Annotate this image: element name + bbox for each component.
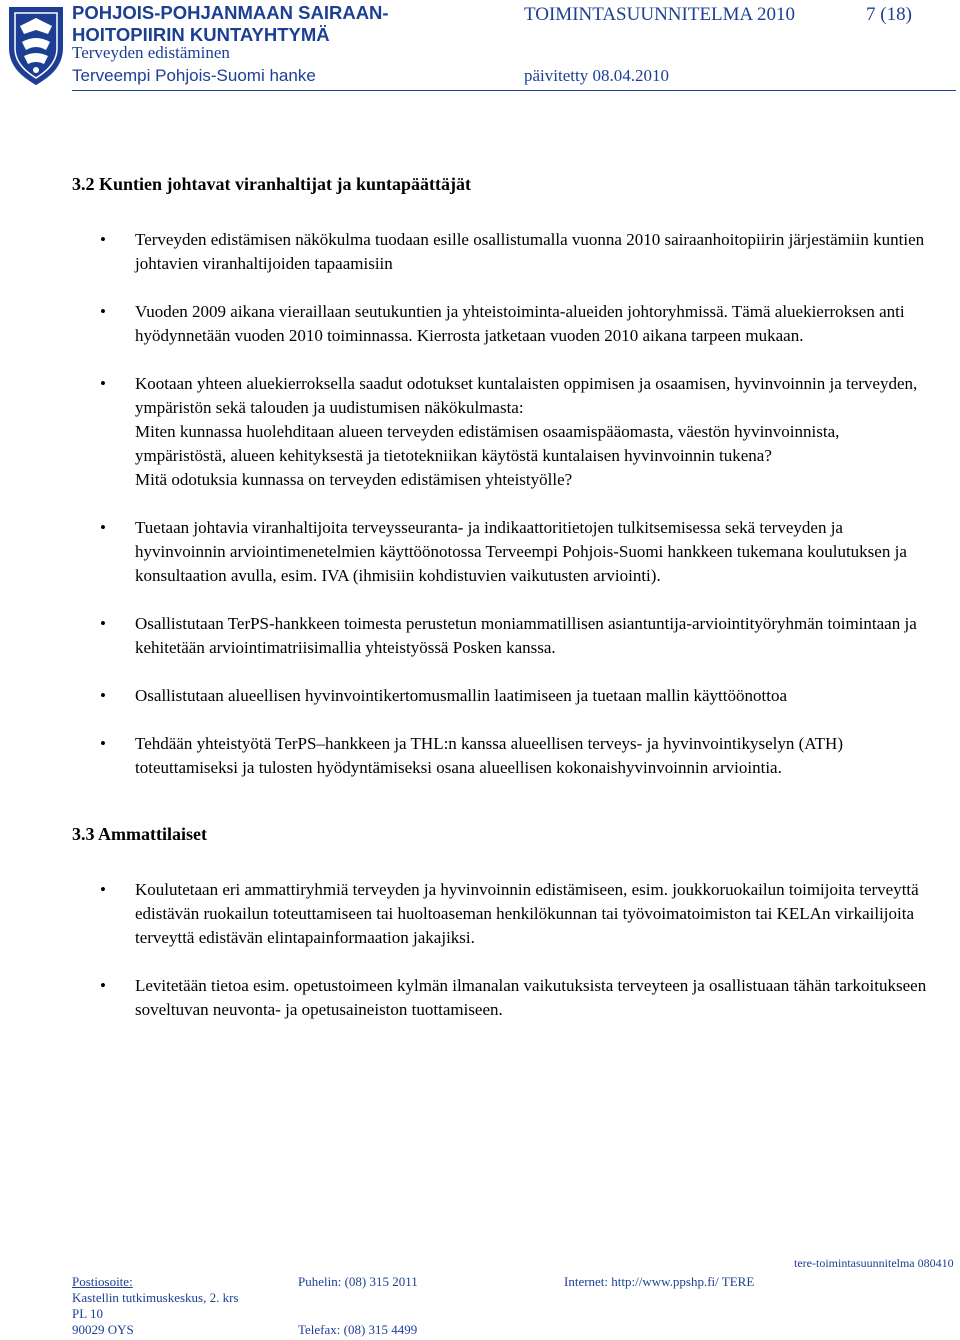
footer-contact — [298, 1274, 418, 1338]
bullet-icon: • — [100, 518, 106, 537]
footer-internet — [564, 1274, 754, 1290]
list-item-text: Kootaan yhteen aluekierroksella saadut odotukset kuntalaisten oppimisen ja osaamisen, hyvinvoinnin ja terveyden, ympäristön sekä talouden ja uudistumisen näkökulmasta: — [135, 374, 918, 417]
file-reference: tere-toimintasuunnitelma 080410 — [794, 1256, 954, 1270]
footer-spacer — [298, 1290, 418, 1322]
address-line: 90029 OYS — [72, 1322, 134, 1337]
list-item-text: Terveyden edistämisen näkökulma tuodaan esille osallistumalla vuonna 2010 sairaanhoitopiirin järjestämiin kuntien johtavien viranhaltijoiden tapaamisiin — [135, 230, 925, 273]
unit-name: Terveyden edistäminen — [72, 43, 230, 62]
bullet-list — [72, 228, 932, 780]
bullet-icon: • — [100, 734, 106, 753]
address-line: PL 10 — [72, 1306, 103, 1321]
bullet-icon: • — [100, 230, 106, 249]
list-item — [72, 372, 932, 492]
list-item — [72, 732, 932, 780]
list-item-text: Osallistutaan alueellisen hyvinvointikertomusmallin laatimiseen ja tuetaan mallin käyttöönottoa — [135, 686, 787, 705]
section-heading: 3.2 Kuntien johtavat viranhaltijat ja kuntapäättäjät — [72, 174, 472, 194]
section-heading: 3.3 Ammattilaiset — [72, 824, 207, 844]
bullet-icon: • — [100, 302, 106, 321]
bullet-icon: • — [100, 614, 106, 633]
website-link[interactable]: Internet: http://www.ppshp.fi/ TERE — [564, 1274, 755, 1289]
list-item-text: Tehdään yhteistyötä TerPS–hankkeen ja THL:n kanssa alueellisen terveys- ja hyvinvointikyselyn (ATH) toteuttamiseksi ja tulosten hyödyntämiseksi osana alueellisen kokonaishyvinvoinnin arviointia. — [135, 734, 843, 777]
organization-name-line1: POHJOIS-POHJANMAAN SAIRAAN- — [72, 2, 389, 23]
list-item — [72, 684, 932, 708]
bullet-icon: • — [100, 686, 106, 705]
updated-date: päivitetty 08.04.2010 — [524, 66, 669, 85]
page-header — [0, 0, 960, 96]
bullet-list — [72, 878, 932, 1022]
list-item — [72, 878, 932, 950]
page-number: 7 (18) — [866, 4, 912, 25]
list-item — [72, 228, 932, 276]
list-item — [72, 612, 932, 660]
list-item-text: Vuoden 2009 aikana vieraillaan seutukuntien ja yhteistoiminta-alueiden johtoryhmissä. Tämä aluekierroksen anti hyödynnetään vuoden 2010 toiminnassa. Kierrosta jatketaan vuoden 2010 aikana tarpeen mukaan. — [135, 302, 905, 345]
coat-of-arms-icon — [6, 4, 66, 86]
bullet-icon: • — [100, 374, 106, 393]
list-item-text: Koulutetaan eri ammattiryhmiä terveyden ja hyvinvoinnin edistämiseen, esim. joukkoruokailun toimijoita terveyttä edistävän ruokailun toteuttamiseen tai huoltoaseman henkilökunnan tai työvoimatoimiston tai KELAn virkailijoita terveyttä edistävän elintapainformaation jakajiksi. — [135, 880, 919, 947]
list-item — [72, 974, 932, 1022]
address-label: Postiosoite: — [72, 1274, 133, 1289]
address-line: Kastellin tutkimuskeskus, 2. krs — [72, 1290, 239, 1305]
bullet-icon: • — [100, 976, 106, 995]
header-divider — [72, 90, 956, 91]
list-item-question: Miten kunnassa huolehditaan alueen terveyden edistämisen osaamispääomasta, väestön hyvinvoinnista, ympäristöstä, alueen kehityksestä ja tietotekniikan käytöstä kuntalaisen hyvinvoinnin tukena? — [135, 422, 840, 465]
footer-address — [72, 1274, 238, 1338]
organization-name-line2: HOITOPIIRIN KUNTAYHTYMÄ — [72, 24, 330, 45]
phone-number: Puhelin: (08) 315 2011 — [298, 1274, 418, 1289]
list-item-question: Mitä odotuksia kunnassa on terveyden edistämisen yhteistyölle? — [135, 470, 573, 489]
list-item-text: Tuetaan johtavia viranhaltijoita terveysseuranta- ja indikaattoritietojen tulkitsemisessa sekä terveyden ja hyvinvoinnin arviointimenetelmien käyttöönotossa Terveempi Pohjois-Suomi hankkeen tukemana koulutuksen ja konsultaation avulla, esim. IVA (ihmisiin kohdistuvien vaikutusten arviointi). — [135, 518, 907, 585]
list-item-text: Levitetään tietoa esim. opetustoimeen kylmän ilmanalan vaikutuksista terveyteen ja osallistuaan tähän tarkoitukseen soveltuvan neuvonta- ja opetusaineiston tuottamiseen. — [135, 976, 927, 1019]
list-item — [72, 300, 932, 348]
document-body — [72, 172, 932, 1046]
list-item — [72, 516, 932, 588]
project-name: Terveempi Pohjois-Suomi hanke — [72, 66, 316, 85]
bullet-icon: • — [100, 880, 106, 899]
fax-number: Telefax: (08) 315 4499 — [298, 1322, 418, 1337]
list-item-text: Osallistutaan TerPS-hankkeen toimesta perustetun moniammatillisen asiantuntija-arviointityöryhmän toimintaan ja kehitetään arviointimatriisimallia yhteistyössä Posken kanssa. — [135, 614, 917, 657]
document-title: TOIMINTASUUNNITELMA 2010 — [524, 4, 795, 25]
